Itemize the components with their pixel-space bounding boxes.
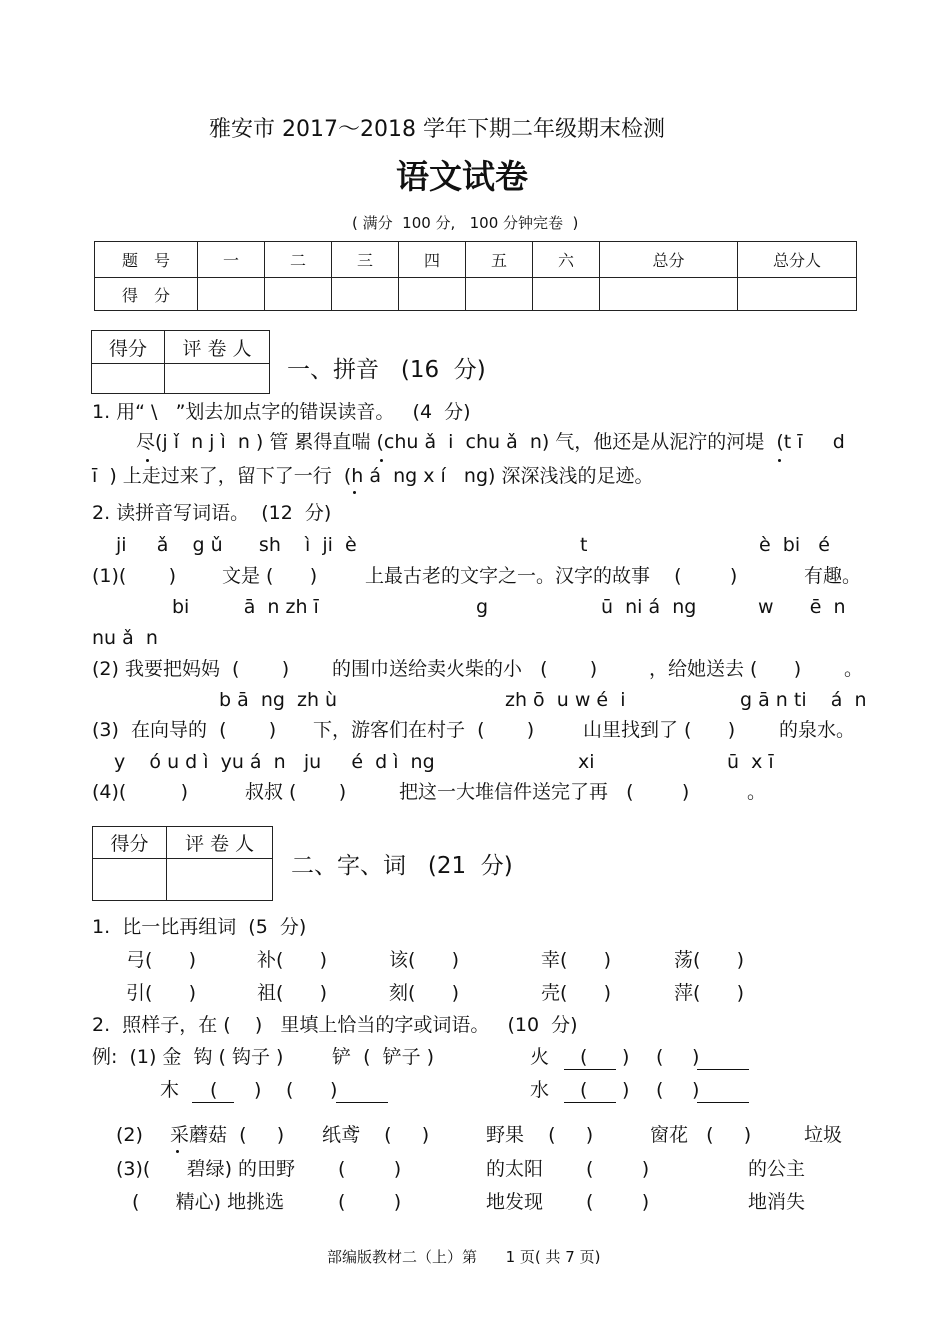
blank-sentence: 把这一大堆信件送完了再 ( ) <box>399 781 690 803</box>
blank-sentence: (3) 在向导的 ( ) <box>92 719 277 741</box>
grader-score-label: 得分 <box>92 331 165 364</box>
word-item: 垃圾 <box>804 1124 843 1146</box>
answer-line[interactable] <box>192 1102 234 1103</box>
compare-item: 萍( ) <box>674 982 745 1004</box>
emphasis-dot <box>380 459 383 462</box>
emphasis-dot <box>146 459 149 462</box>
score-cell[interactable] <box>265 278 332 311</box>
compare-item: 该( ) <box>389 949 460 971</box>
s1-q1-line1: 尽(j ǐ n j ì n ) 管 累得直喘 (chu ǎ i chu ǎ n) 气，他还是从泥泞的河堤 (t ī d <box>136 431 845 453</box>
score-cell[interactable] <box>198 278 265 311</box>
section2-heading: 二、字、词 (21 分) <box>291 853 513 879</box>
pinyin: ji ǎ g ǔ sh ì ji è <box>116 534 357 556</box>
emphasis-dot <box>176 1150 179 1153</box>
score-header-cell: 六 <box>533 242 600 278</box>
s2-q2: 2. 照样子，在 ( ) 里填上恰当的字或词语。 (10 分) <box>92 1014 578 1036</box>
score-cell[interactable] <box>533 278 600 311</box>
score-cell[interactable] <box>738 278 857 311</box>
fill-char: 木 <box>160 1079 180 1101</box>
blank-sentence: 的围巾送给卖火柴的小 ( ) <box>332 658 598 680</box>
score-header-cell: 总分人 <box>738 242 857 278</box>
paren: ) <box>622 1079 630 1101</box>
paren: ) <box>330 1079 338 1101</box>
score-header-cell: 二 <box>265 242 332 278</box>
pinyin: nu ǎ n <box>92 627 158 649</box>
exam-note: ( 满分 100 分, 100 分钟完卷 ) <box>352 214 579 232</box>
paren: ) <box>254 1079 262 1101</box>
compare-item: 补( ) <box>257 949 328 971</box>
phrase-item: 地发现 <box>486 1191 544 1213</box>
pinyin: bi ā n zh ī <box>172 596 319 618</box>
paren: ( <box>656 1046 664 1068</box>
pinyin: xi <box>578 751 595 773</box>
blank-sentence: 有趣。 <box>804 565 862 587</box>
paren: ) <box>622 1046 630 1068</box>
score-cell[interactable] <box>332 278 399 311</box>
pinyin: ū x ī <box>727 751 774 773</box>
blank-sentence: 。 <box>747 781 767 803</box>
score-header-cell: 五 <box>466 242 533 278</box>
paren: ) <box>692 1046 700 1068</box>
blank-sentence: (2) 我要把妈妈 ( ) <box>92 658 290 680</box>
section1-heading: 一、拼音 (16 分) <box>287 357 486 383</box>
paren: ) <box>692 1079 700 1101</box>
compare-item: 荡( ) <box>674 949 745 971</box>
score-header-cell: 总分 <box>600 242 738 278</box>
phrase-item: ( 精心) 地挑选 <box>132 1191 285 1213</box>
grader-score-cell[interactable] <box>92 364 165 394</box>
score-header-cell: 三 <box>332 242 399 278</box>
paren: ( <box>656 1079 664 1101</box>
answer-line[interactable] <box>564 1069 616 1070</box>
phrase-item: 地消失 <box>748 1191 806 1213</box>
paren: ( <box>210 1079 218 1101</box>
blank-sentence: (4)( ) <box>92 781 189 803</box>
score-table <box>94 241 857 311</box>
exam-title: 雅安市 2017～2018 学年下期二年级期末检测 <box>209 117 665 142</box>
s2-q1: 1. 比一比再组词 (5 分) <box>92 916 307 938</box>
paren: ( <box>580 1079 588 1101</box>
answer-line[interactable] <box>336 1102 388 1103</box>
grader-name-cell[interactable] <box>167 859 273 901</box>
paren: ( <box>286 1079 294 1101</box>
blank-sentence: 山里找到了 ( ) <box>583 719 736 741</box>
score-header-cell: 题 号 <box>95 242 198 278</box>
grader-box <box>91 330 270 394</box>
grader-label: 评 卷 人 <box>167 827 273 859</box>
answer-line[interactable] <box>697 1069 749 1070</box>
phrase-item: 的公主 <box>748 1158 806 1180</box>
blank-sentence: ，给她送去 ( ) <box>649 658 802 680</box>
score-cell[interactable] <box>399 278 466 311</box>
phrase-item: ( ) <box>586 1158 650 1180</box>
pinyin: b ā ng zh ù <box>219 689 338 711</box>
fill-char: 火 <box>530 1046 550 1068</box>
s1-q1-line2: ī ) 上走过来了，留下了一行 (h á ng x í ng) 深深浅浅的足迹。 <box>92 465 654 487</box>
phrase-item: (3)( 碧绿) 的田野 <box>116 1158 296 1180</box>
example-item: 铲 ( 铲子 ) <box>332 1046 435 1068</box>
s1-q2: 2. 读拼音写词语。 (12 分) <box>92 502 332 524</box>
compare-item: 幸( ) <box>541 949 612 971</box>
compare-item: 刻( ) <box>389 982 460 1004</box>
pinyin: è bi é <box>759 534 830 556</box>
s1-q1: 1. 用“ \ ”划去加点字的错误读音。 (4 分) <box>92 401 471 423</box>
score-cell[interactable] <box>466 278 533 311</box>
pinyin: zh ō u w é i <box>505 689 626 711</box>
example-label: 例: (1) 金 钩 ( 钩子 ) <box>92 1046 284 1068</box>
grader-name-cell[interactable] <box>165 364 270 394</box>
phrase-item: ( ) <box>586 1191 650 1213</box>
answer-line[interactable] <box>564 1102 616 1103</box>
pinyin: w ē n <box>758 596 846 618</box>
phrase-item: ( ) <box>338 1158 402 1180</box>
grader-score-label: 得分 <box>93 827 167 859</box>
pinyin: y ó u d ì yu á n ju é d ì ng <box>114 751 435 773</box>
score-row-label: 得 分 <box>95 278 198 311</box>
score-header-cell: 四 <box>399 242 466 278</box>
paren: ( <box>580 1046 588 1068</box>
compare-item: 祖( ) <box>257 982 328 1004</box>
emphasis-dot <box>353 491 356 494</box>
word-item: 野果 ( ) <box>486 1124 594 1146</box>
phrase-item: 的太阳 <box>486 1158 544 1180</box>
score-header-cell: 一 <box>198 242 265 278</box>
blank-sentence: (1)( ) <box>92 565 177 587</box>
word-item: 纸鸢 ( ) <box>322 1124 430 1146</box>
exam-subject: 语文试卷 <box>396 157 528 196</box>
blank-sentence: 的泉水。 <box>779 719 856 741</box>
grader-box <box>92 826 273 901</box>
pinyin: t <box>580 534 588 556</box>
answer-line[interactable] <box>697 1102 749 1103</box>
fill-char: 水 <box>530 1079 550 1101</box>
blank-sentence: 叔叔 ( ) <box>245 781 347 803</box>
grader-label: 评 卷 人 <box>165 331 270 364</box>
page-footer: 部编版教材二（上）第 1 页( 共 7 页) <box>327 1248 601 1266</box>
score-cell[interactable] <box>600 278 738 311</box>
phrase-item: ( ) <box>338 1191 402 1213</box>
compare-item: 弓( ) <box>126 949 197 971</box>
word-item: 采蘑菇 ( ) <box>170 1124 285 1146</box>
compare-item: 引( ) <box>126 982 197 1004</box>
pinyin: ū ni á ng <box>601 596 697 618</box>
blank-sentence: 。 <box>844 658 864 680</box>
item-number: (2) <box>116 1124 143 1146</box>
pinyin: g ā n ti á n <box>740 689 867 711</box>
blank-sentence: 上最古老的文字之一。汉字的故事 ( ) <box>365 565 738 587</box>
pinyin: g <box>476 596 489 618</box>
grader-score-cell[interactable] <box>93 859 167 901</box>
word-item: 窗花 ( ) <box>650 1124 752 1146</box>
emphasis-dot <box>778 459 781 462</box>
blank-sentence: 下，游客们在村子 ( ) <box>313 719 535 741</box>
blank-sentence: 文是 ( ) <box>222 565 318 587</box>
compare-item: 壳( ) <box>541 982 612 1004</box>
